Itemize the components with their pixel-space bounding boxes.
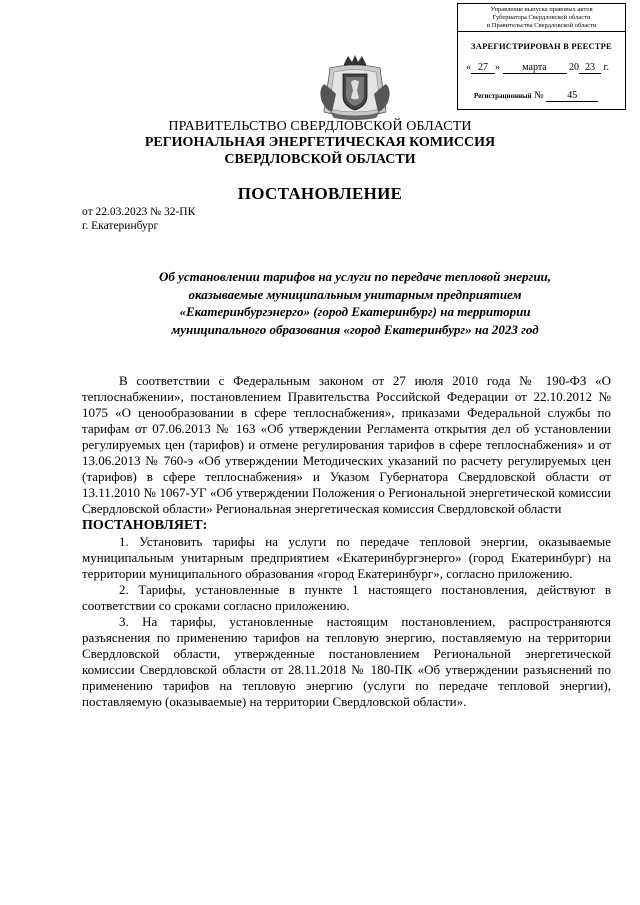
registry-stamp (457, 3, 626, 110)
commission-name-line1: РЕГИОНАЛЬНАЯ ЭНЕРГЕТИЧЕСКАЯ КОМИССИЯ (144, 135, 496, 150)
stamp-header-line: Управление выпуска правовых актов (490, 6, 593, 13)
item-paragraph: 1. Установить тарифы на услуги по передаче тепловой энергии, оказываемые муниципальным унитарным предприятием «Екатеринбургэнерго» (город Екатеринбург) на территории муниципального образования «город Екатеринбург», согласно приложению. (82, 534, 611, 581)
stamp-num-sign: № (534, 90, 544, 101)
subject-line: оказываемые муниципальным унитарным предприятием (188, 286, 522, 302)
commission-name-line2: СВЕРДЛОВСКОЙ ОБЛАСТИ (224, 152, 416, 167)
coat-of-arms-icon (310, 54, 400, 122)
stamp-header-line: и Правительства Свердловской области (486, 22, 597, 29)
stamp-header-line: Губернатора Свердловской области (492, 14, 591, 21)
subject-line: «Екатеринбургэнерго» (город Екатеринбург) на территории (179, 304, 531, 319)
stamp-day: 27 (471, 62, 495, 74)
item-paragraph: 3. На тарифы, установленные настоящим постановлением, распространяются разъяснения по применению тарифов на тепловую энергию, поставляемую на территории Свердловской области, утвержденные постановлением Региональной энергетической комиссии Свердловской области от 28.11.2018 № 180-ПК «Об утверждении разъяснений по применению тарифов на тепловую энергию (услуги по передаче тепловой энергии), поставляемую (оказываемые) на территории Свердловской области». (82, 614, 611, 709)
resolves-heading: ПОСТАНОВЛЯЕТ: (82, 518, 208, 533)
stamp-year-prefix: 20 (569, 62, 579, 73)
stamp-date: « 27 » марта 20 23 г. (466, 62, 609, 73)
stamp-reg-label: Регистрационный (474, 92, 532, 100)
document-body (82, 373, 611, 710)
stamp-number (474, 90, 624, 102)
subject-line: муниципального образования «город Екатеринбург» на 2023 год (171, 321, 539, 337)
stamp-year-suffix: 23 (579, 62, 601, 74)
item-paragraph: 2. Тарифы, установленные в пункте 1 настоящего постановления, действуют в соответствии со сроками согласно приложению. (82, 582, 611, 613)
document-date-number: от 22.03.2023 № 32-ПК (82, 206, 196, 218)
stamp-reg-number: 45 (546, 90, 598, 102)
stamp-year-unit: г. (603, 62, 609, 73)
government-name: ПРАВИТЕЛЬСТВО СВЕРДЛОВСКОЙ ОБЛАСТИ (168, 119, 472, 134)
document-city: г. Екатеринбург (82, 220, 159, 232)
stamp-header (458, 4, 625, 32)
preamble-paragraph: В соответствии с Федеральным законом от 27 июля 2010 года № 190-ФЗ «О теплоснабжении», постановлением Правительства Российской Федерации от 22.10.2012 № 1075 «О ценообразовании в сфере теплоснабжения», приказами Федеральной службы по тарифам от 07.06.2013 № 163 «Об утверждении Регламента открытия дел об установлении регулируемых цен (тарифов) и отмене регулирования тарифов в сфере теплоснабжения» и от 13.06.2013 № 760-э «Об утверждении Методических указаний по расчету регулируемых цен (тарифов) в сфере теплоснабжения» и Указом Губернатора Свердловской области от 13.11.2010 № 1067-УГ «Об утверждении Положения о Региональной энергетической комиссии Свердловской области» Региональная энергетическая комиссия Свердловской области (82, 373, 611, 516)
stamp-month: марта (503, 62, 567, 74)
stamp-registered-label: ЗАРЕГИСТРИРОВАН В РЕЕСТРЕ (471, 41, 612, 51)
document-type: ПОСТАНОВЛЕНИЕ (237, 184, 403, 203)
document-subject (110, 268, 600, 338)
subject-line: Об установлении тарифов на услуги по передаче тепловой энергии, (158, 269, 552, 284)
